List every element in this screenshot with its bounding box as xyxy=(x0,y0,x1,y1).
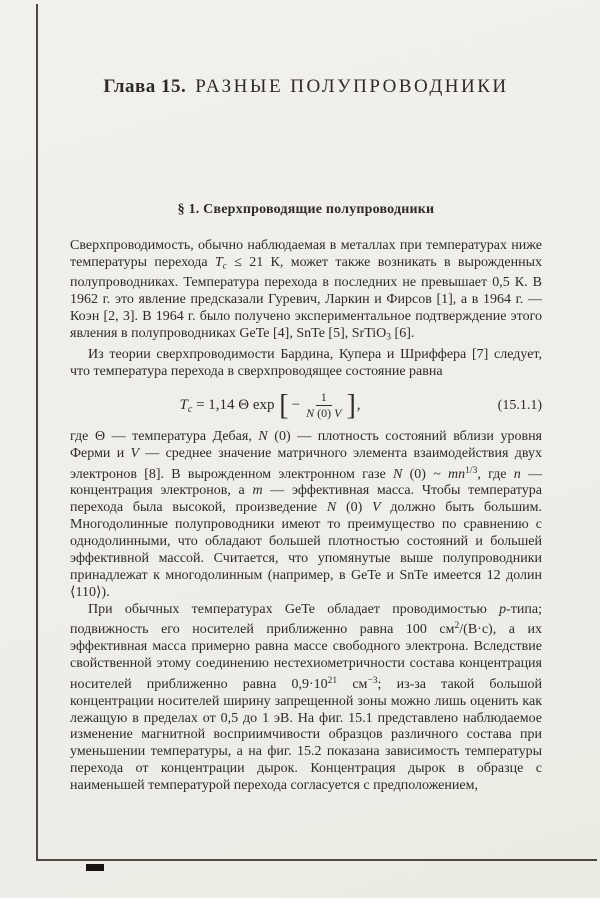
text-segment: При обычных температурах GeTe обладает проводимостью xyxy=(88,601,500,617)
equation-lhs xyxy=(179,397,192,415)
paragraphs-before-formula xyxy=(70,238,542,381)
equation-number: (15.1.1) xyxy=(497,397,542,413)
text-segment: c xyxy=(222,261,227,272)
text-segment: Из теории сверхпроводимости Бардина, Купера и Шриффера [7] следует, что температура перехода в сверхпроводящее состояние равна xyxy=(70,346,542,379)
text-segment: ; из-за такой большой концентрации носителей ширину запрещенной зоны можно лишь оценить как лежащую в пределах от 0,5 до 1 эВ. На фиг. 15.1 представлено наблюдаемое изменение магнитной восприимчивости образцов различного состава при уменьшении температуры, а на фиг. 15.2 показана зависимость температуры перехода от концентрации дырок. Концентрация дырок в образце с наименьшей температурой перехода согласуется с предположением, xyxy=(70,676,542,794)
text-segment: [6]. xyxy=(391,326,415,342)
text-segment: см xyxy=(337,676,368,692)
body-text xyxy=(70,238,542,795)
paragraph xyxy=(70,602,542,795)
scan-corner-mark xyxy=(86,864,104,871)
equation-trailing-comma: , xyxy=(356,397,361,414)
text-segment: −3 xyxy=(367,675,378,686)
text-segment: (0) ~ xyxy=(402,466,449,482)
minus-sign: − xyxy=(291,397,301,414)
text-segment: 2 xyxy=(454,621,460,632)
paragraph xyxy=(70,347,542,381)
text-segment: N xyxy=(258,428,268,444)
text-segment: — эффективная масса. Чтобы температура перехода была высокой, произведение xyxy=(70,483,542,516)
section-heading: § 1. Сверхпроводящие полупроводники xyxy=(177,202,435,217)
text-segment: 3 xyxy=(386,332,392,343)
text-segment: где Θ — температура Дебая, xyxy=(70,428,259,444)
text-segment: V xyxy=(130,445,140,461)
text-segment: ≤ 21 К, может также возникать в вырожденных полупроводниках. Температура перехода в последних не превышает 0,5 К. В 1962 г. это явление предсказали Гуревич, Ларкин и Фирсов [1], а в 1964 г. — Коэн [2, 3]. В 1964 г. было получено экспериментальное подтверждение этого явления в полупроводниках GeTe [4], SnTe [5], SrTiO xyxy=(70,254,542,342)
open-bracket: [ xyxy=(279,388,289,422)
equation-fraction xyxy=(304,390,343,422)
text-segment: V xyxy=(334,406,342,421)
text-segment: (0) — плотность состояний вблизи уровня Ферми и xyxy=(70,428,542,461)
chapter-heading xyxy=(70,76,542,98)
scan-edge-left xyxy=(36,4,38,861)
paragraph xyxy=(70,238,542,347)
text-segment: N xyxy=(326,500,337,516)
text-segment: p xyxy=(499,601,507,617)
text-segment: должно быть большим. Многодолинные полупроводники имеют то преимущество по сравнению с однодолинными, что обладают большей плотностью состояний и большей эффективной массой. Считается, что упомянутые выше полупроводники принадлежат к многодолинным (например, в GeTe и SnTe имеется 12 долин ⟨110⟩). xyxy=(70,500,542,600)
equation-body xyxy=(179,390,360,422)
fraction-denominator xyxy=(304,406,343,422)
equation-operator: = 1,14 Θ exp xyxy=(192,397,279,414)
text-segment: 21 xyxy=(327,675,338,686)
text-segment: m xyxy=(252,483,263,499)
text-segment: c xyxy=(187,403,193,415)
chapter-title: РАЗНЫЕ ПОЛУПРОВОДНИКИ xyxy=(195,76,509,97)
text-segment: N xyxy=(393,466,403,482)
text-segment: , где xyxy=(477,466,514,482)
close-bracket: ] xyxy=(346,388,356,422)
text-segment: — концентрация электронов, а xyxy=(70,466,542,499)
page-content xyxy=(70,0,542,795)
text-segment: T xyxy=(214,254,223,270)
text-segment: n xyxy=(513,466,521,482)
text-segment: /(В·с), а их эффективная масса примерно равна массе свободного электрона. Вследствие свойственной этому соединению нестехиометричности состава концентрация носителей приближенно равна 0,9·10 xyxy=(70,622,542,692)
fraction-numerator: 1 xyxy=(316,390,332,407)
text-segment: 1/3 xyxy=(465,465,478,476)
scan-edge-bottom xyxy=(36,859,597,861)
text-segment: V xyxy=(372,500,381,516)
chapter-number: Глава 15. xyxy=(103,76,187,97)
text-segment: mn xyxy=(448,466,466,482)
text-segment: (0) xyxy=(314,406,335,421)
text-segment: — среднее значение матричного элемента взаимодействия двух электронов [8]. В вырожденном электронном газе xyxy=(70,445,542,482)
text-segment: -типа; подвижность его носителей приближенно равна 100 см xyxy=(70,601,542,638)
text-segment: Сверхпроводимость, обычно наблюдаемая в металлах при температурах ниже температуры перехода xyxy=(70,238,542,270)
paragraph xyxy=(70,429,542,602)
equation xyxy=(70,390,542,422)
paragraphs-after-formula xyxy=(70,429,542,795)
text-segment: T xyxy=(179,396,188,413)
text-segment: N xyxy=(306,406,315,421)
text-segment: (0) xyxy=(336,500,373,516)
